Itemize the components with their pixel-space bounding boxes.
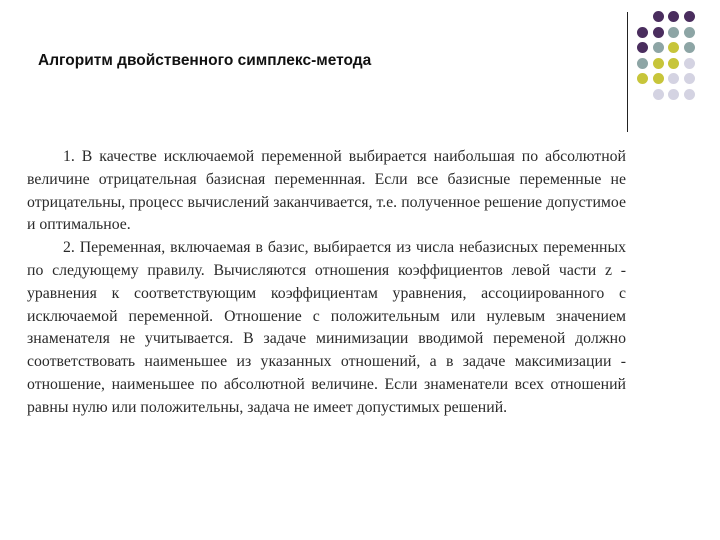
decorative-dot [653, 42, 664, 53]
decorative-dot [653, 58, 664, 69]
slide-title: Алгоритм двойственного симплекс-метода [38, 52, 372, 69]
decorative-dot [668, 11, 679, 22]
decorative-dot [653, 11, 664, 22]
decorative-dot [668, 58, 679, 69]
decorative-dot [684, 11, 695, 22]
decorative-dot [668, 89, 679, 100]
decorative-dot [668, 42, 679, 53]
decorative-dot [684, 73, 695, 84]
decorative-dot [653, 73, 664, 84]
decorative-dot [684, 27, 695, 38]
decorative-dot [637, 42, 648, 53]
decorative-dot [637, 58, 648, 69]
decorative-dot [637, 73, 648, 84]
decorative-dot [653, 89, 664, 100]
decorative-dot [668, 73, 679, 84]
divider-line [627, 12, 628, 132]
decorative-dot [684, 42, 695, 53]
slide-body [27, 146, 626, 420]
decorative-dot [684, 89, 695, 100]
decorative-dot [668, 27, 679, 38]
decorative-dot [637, 27, 648, 38]
paragraph-1: 1. В качестве исключаемой переменной выбирается наибольшая по абсолютной величине отрицательная базисная переменнная. Если все базисные переменные не отрицательны, процесс вычислений заканчивается, т.е. полученное решение допустимое и оптимальное. [27, 148, 626, 234]
paragraph-2: 2. Переменная, включаемая в базис, выбирается из числа небазисных переменных по следующему правилу. Вычисляются отношения коэффициентов левой части z - уравнения к соответствующим коэффициентам уравнения, ассоциированного с исключаемой переменной. Отношение с положительным или нулевым значением знаменателя не учитывается. В задаче минимизации вводимой переменой должно соответствовать наименьшее из указанных отношений, а в задаче максимизации - отношение, наименьшее по абсолютной величине. Если знаменатели всех отношений равны нулю или положительны, задача не имеет допустимых решений. [27, 239, 626, 416]
decorative-dot [653, 27, 664, 38]
decorative-dot [684, 58, 695, 69]
